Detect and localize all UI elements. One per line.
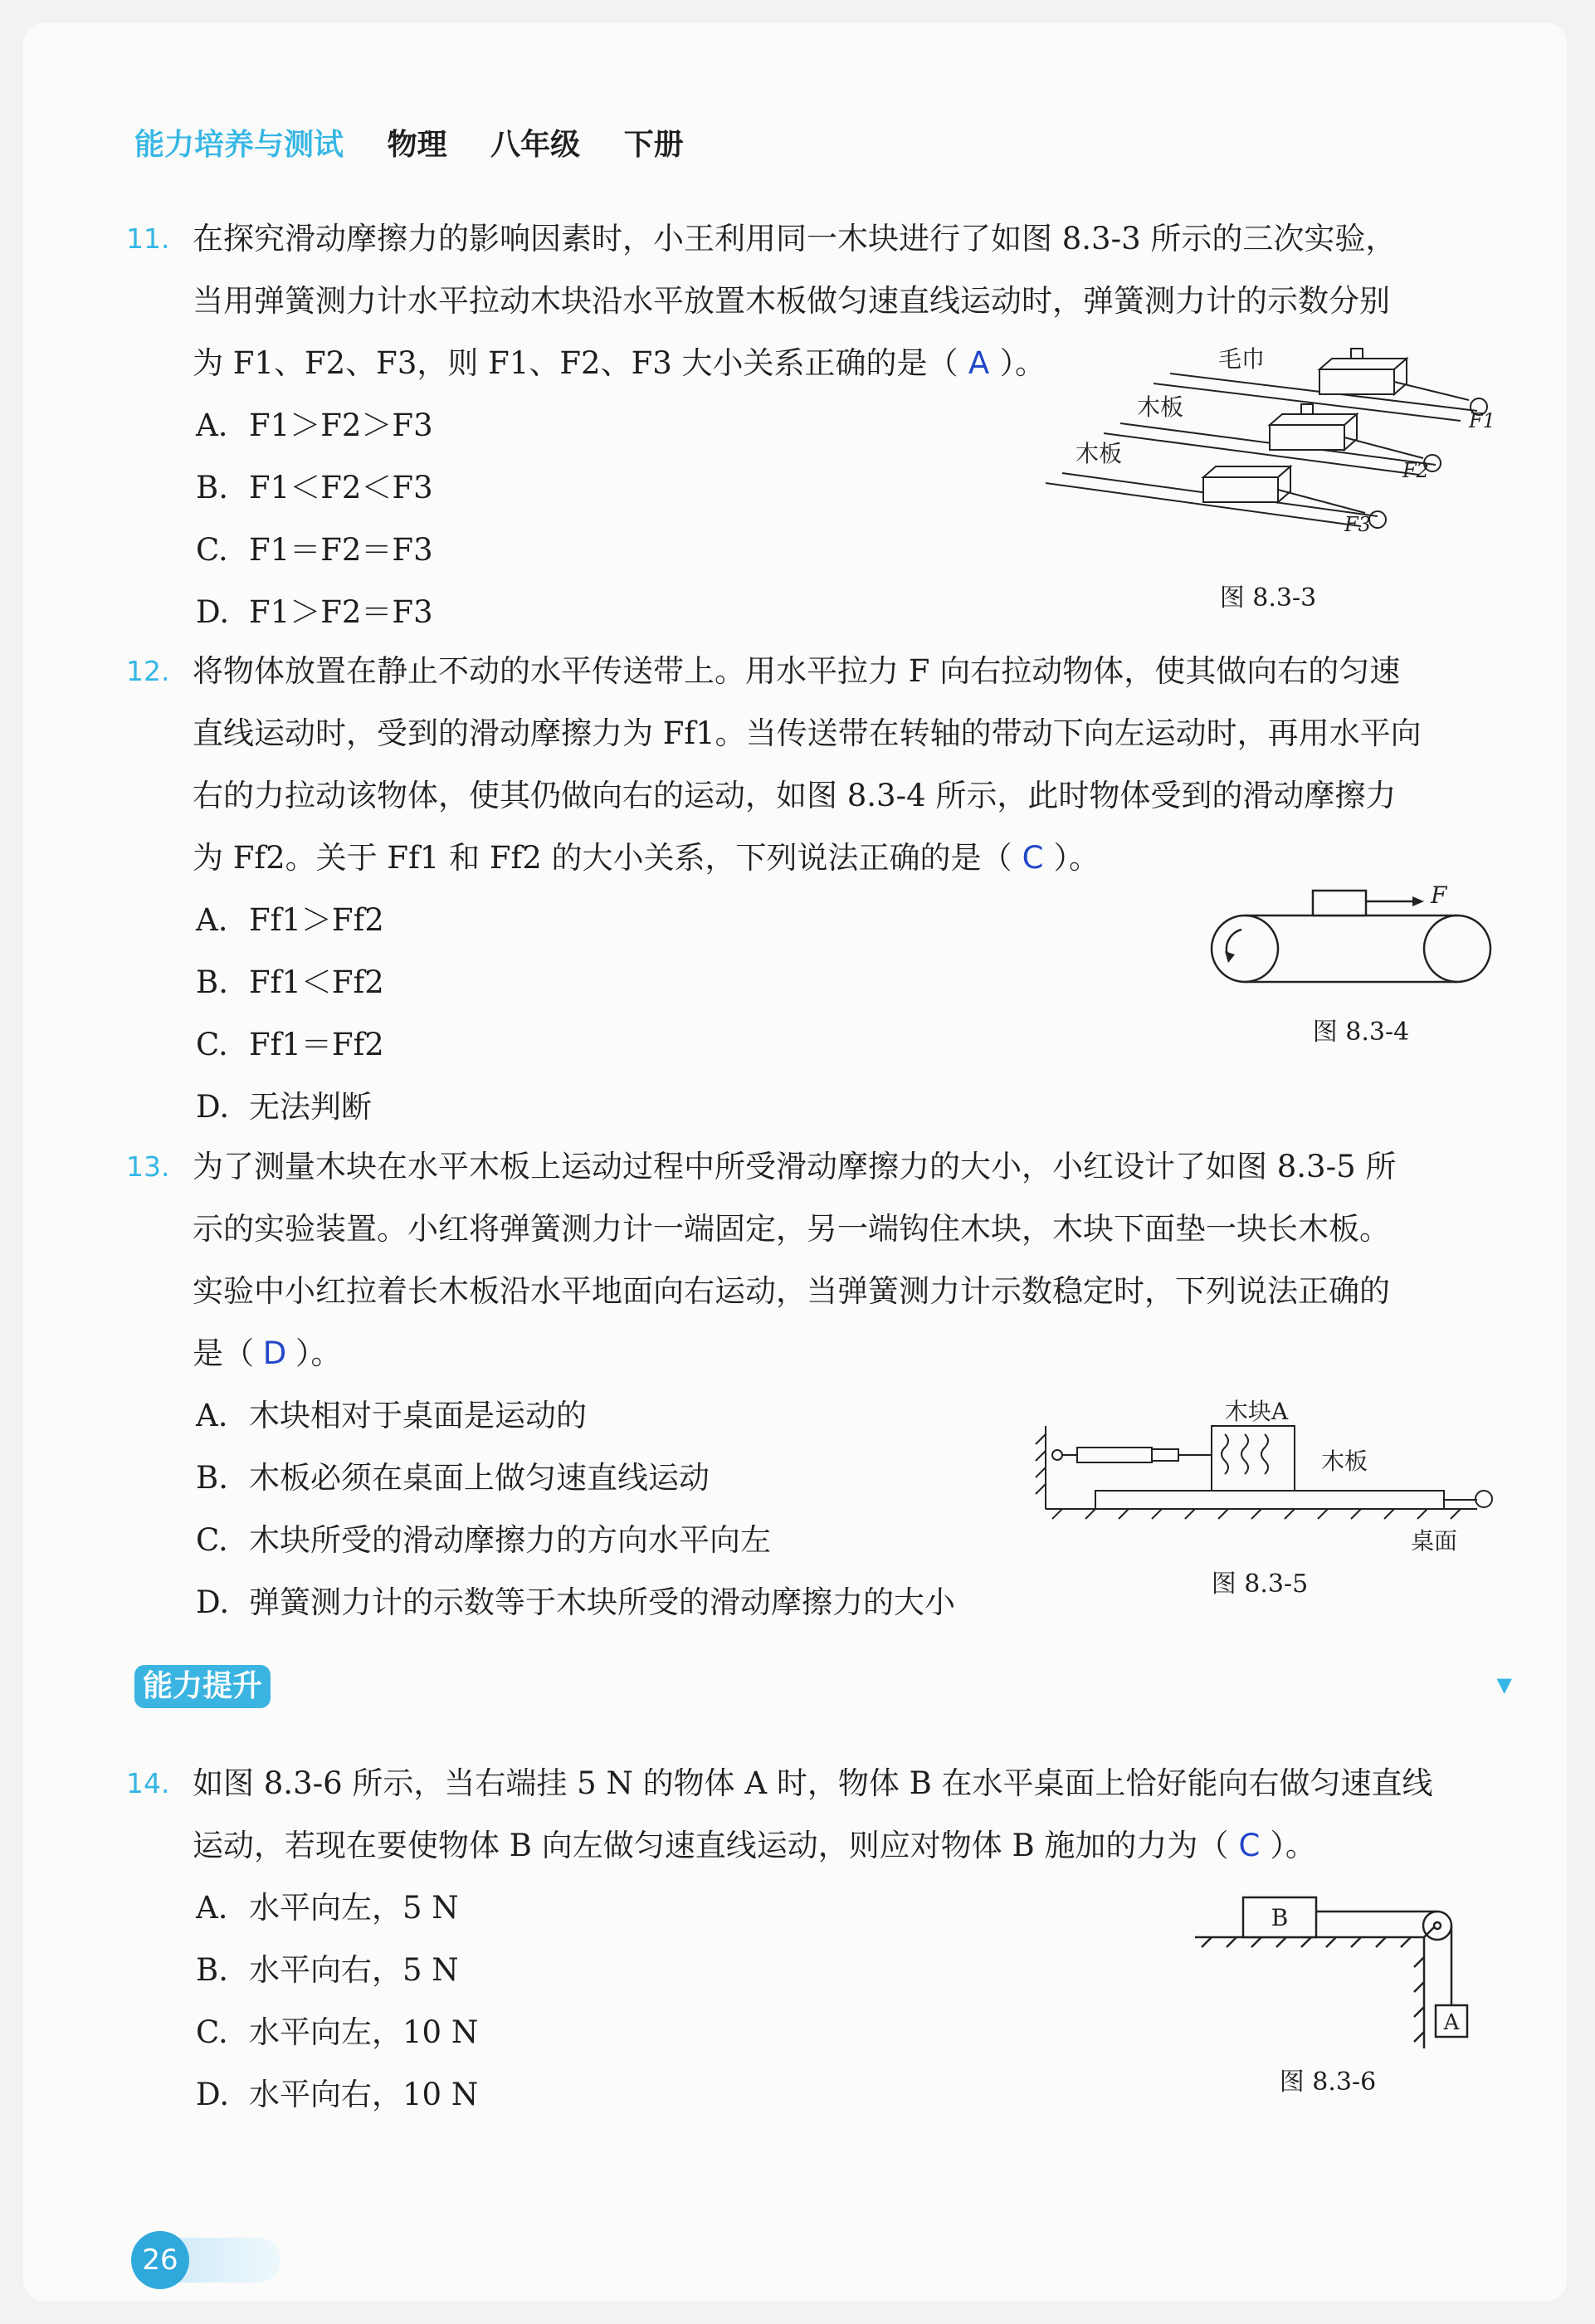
figure-caption: 图 8.3-4: [1312, 1018, 1410, 1047]
option-text: Ff1＝Ff2: [249, 1027, 384, 1062]
page-number: 26: [131, 2231, 189, 2289]
page-header: [134, 121, 717, 164]
answer-mark: C: [1022, 840, 1044, 876]
option-letter: C.: [196, 532, 228, 568]
option-text: F1＝F2＝F3: [249, 532, 433, 568]
grade: 八年级: [490, 128, 581, 162]
question-text-line: 为了测量木块在水平木板上运动过程中所受滑动摩擦力的大小，小红设计了如图 8.3-5 所: [193, 1149, 1397, 1184]
option-letter: D.: [196, 1089, 230, 1125]
question-number: 11.: [126, 222, 170, 255]
figure-caption: 图 8.3-5: [1211, 1570, 1309, 1599]
section-title: 能力提升: [134, 1665, 271, 1708]
label-board: 木板: [1320, 1448, 1368, 1475]
label-f2: F2: [1402, 459, 1429, 482]
question-number: 13.: [126, 1150, 170, 1183]
label-board: 木板: [1137, 393, 1184, 421]
option-letter: D.: [196, 1584, 230, 1620]
option-letter: B.: [196, 1460, 228, 1496]
option-text: 水平向左，5 N: [249, 1890, 459, 1926]
label-board: 木板: [1076, 440, 1123, 467]
option-text: 无法判断: [249, 1089, 372, 1125]
figure-8-3-6: [1170, 1866, 1519, 2107]
volume: 下册: [623, 128, 684, 162]
option-text: F1＞F2＝F3: [249, 594, 433, 630]
label-table: 桌面: [1410, 1527, 1458, 1555]
question-text-line: 直线运动时，受到的滑动摩擦力为 Ff1。当传送带在转轴的带动下向左运动时，再用水平向: [193, 715, 1422, 751]
answer-mark: A: [968, 345, 990, 381]
label-force: F: [1431, 881, 1447, 909]
section-header: [134, 1663, 1512, 1711]
option-letter: A.: [196, 902, 228, 938]
label-b: B: [1271, 1904, 1289, 1931]
option-letter: C.: [196, 1522, 228, 1558]
option-letter: B.: [196, 964, 228, 1000]
figure-8-3-3: [1046, 324, 1510, 631]
question-text-line: ）。: [1270, 1828, 1316, 1863]
option-letter: A.: [196, 1890, 228, 1926]
question-text-line: 示的实验装置。小红将弹簧测力计一端固定，另一端钩住木块，木块下面垫一块长木板。: [193, 1211, 1390, 1247]
question-number: 12.: [126, 655, 170, 687]
option-letter: C.: [196, 1027, 228, 1062]
label-block: 木块A: [1224, 1398, 1289, 1425]
option-d[interactable]: [126, 1076, 1512, 1138]
option-letter: D.: [196, 594, 230, 630]
option-text: Ff1＞Ff2: [249, 902, 384, 938]
option-letter: A.: [196, 408, 228, 443]
option-text: 木块所受的滑动摩擦力的方向水平向左: [249, 1522, 771, 1558]
question-text-line: ）。: [1053, 840, 1100, 876]
option-text: 木板必须在桌面上做匀速直线运动: [249, 1460, 710, 1496]
option-text: Ff1＜Ff2: [249, 964, 384, 1000]
option-letter: D.: [196, 2077, 230, 2112]
label-towel: 毛巾: [1218, 345, 1266, 373]
question-text-line: 是（: [193, 1335, 254, 1371]
option-letter: A.: [196, 1398, 228, 1433]
option-text: F1＞F2＞F3: [249, 408, 433, 443]
option-letter: B.: [196, 470, 228, 505]
option-letter: B.: [196, 1952, 228, 1988]
question-text-line: 右的力拉动该物体，使其仍做向右的运动，如图 8.3-4 所示，此时物体受到的滑动摩擦力: [193, 778, 1397, 813]
question-text-line: ）。: [999, 345, 1046, 381]
question-text-line: 如图 8.3-6 所示，当右端挂 5 N 的物体 A 时，物体 B 在水平桌面上恰好能向右做匀速直线: [193, 1765, 1433, 1801]
option-text: 水平向右，5 N: [249, 1952, 459, 1988]
option-letter: C.: [196, 2014, 228, 2050]
question-text-line: 为 F1、F2、F3，则 F1、F2、F3 大小关系正确的是（: [193, 345, 958, 381]
option-text: 木块相对于桌面是运动的: [249, 1398, 587, 1433]
question-text-line: 在探究滑动摩擦力的影响因素时，小王利用同一木块进行了如图 8.3-3 所示的三次实验，: [193, 221, 1397, 256]
question-text-line: 将物体放置在静止不动的水平传送带上。用水平拉力 F 向右拉动物体，使其做向右的匀速: [193, 653, 1401, 689]
figure-8-3-4: [1195, 878, 1510, 1052]
workbook-page: [23, 23, 1567, 2301]
figure-caption: 图 8.3-6: [1279, 2068, 1377, 2097]
figure-caption: 图 8.3-3: [1219, 583, 1317, 613]
triangle-icon: ▼: [1496, 1673, 1512, 1697]
question-number: 14.: [126, 1767, 170, 1799]
answer-mark: D: [262, 1335, 287, 1371]
question-text-line: 当用弹簧测力计水平拉动木块沿水平放置木板做匀速直线运动时，弹簧测力计的示数分别: [193, 283, 1390, 319]
question-text-line: ）。: [295, 1335, 342, 1371]
answer-mark: C: [1238, 1828, 1261, 1863]
book-title: 能力培养与测试: [134, 128, 344, 162]
label-f3: F3: [1344, 513, 1371, 536]
question-text-line: 为 Ff2。关于 Ff1 和 Ff2 的大小关系，下列说法正确的是（: [193, 840, 1012, 876]
figure-8-3-5: [1012, 1368, 1510, 1609]
option-text: 水平向左，10 N: [249, 2014, 479, 2050]
question-text-line: 运动，若现在要使物体 B 向左做匀速直线运动，则应对物体 B 施加的力为（: [193, 1828, 1229, 1863]
label-f1: F1: [1469, 409, 1495, 432]
option-text: F1＜F2＜F3: [249, 470, 433, 505]
question-text-line: 实验中小红拉着长木板沿水平地面向右运动，当弹簧测力计示数稳定时，下列说法正确的: [193, 1273, 1390, 1309]
option-text: 弹簧测力计的示数等于木块所受的滑动摩擦力的大小: [249, 1584, 955, 1620]
label-a: A: [1443, 2010, 1460, 2035]
option-text: 水平向右，10 N: [249, 2077, 479, 2112]
subject: 物理: [387, 128, 447, 162]
